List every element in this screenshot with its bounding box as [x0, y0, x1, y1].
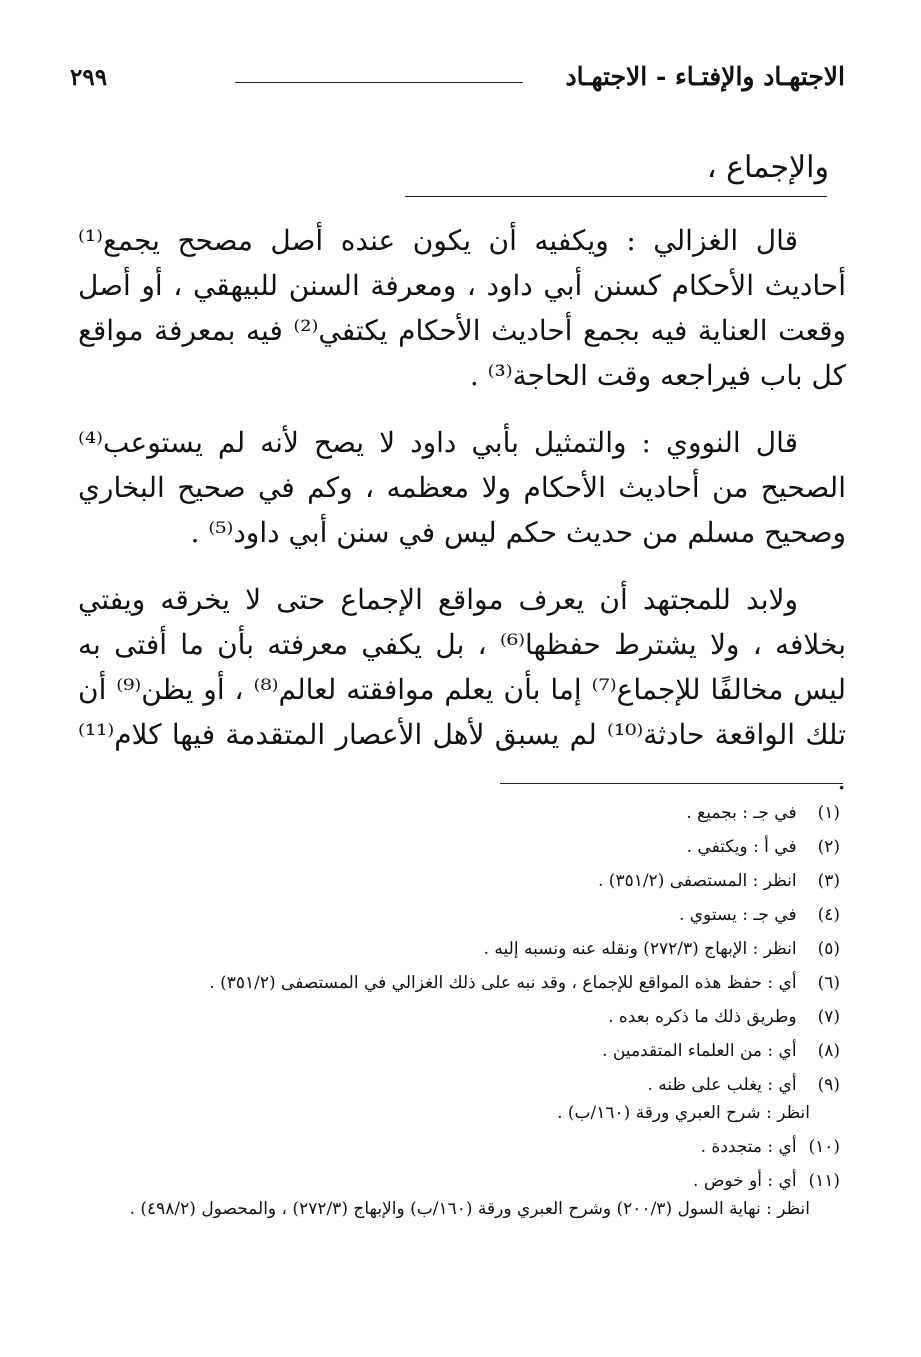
- footnotes: [70, 800, 840, 1230]
- footnote-text: أي : من العلماء المتقدمين .: [602, 1041, 797, 1061]
- body-text: [78, 218, 846, 802]
- footnote-item: [70, 1134, 840, 1160]
- footnote-text: أي : يغلب على ظنه .: [647, 1075, 797, 1095]
- footnote-item: [70, 1072, 840, 1098]
- page-number: ٢٩٩: [70, 64, 108, 91]
- footnote-divider: [500, 783, 843, 784]
- paragraph-nawawi: قال النووي : والتمثيل بأبي داود لا يصح لأنه لم يستوعب⁽⁴⁾ الصحيح من أحاديث الأحكام ولا معظمه ، وكم في صحيح البخاري وصحيح مسلم من حديث حكم ليس في سنن أبي داود⁽⁵⁾ .: [78, 426, 846, 549]
- footnote-number: (١): [817, 803, 840, 823]
- paragraph-ghazali: قال الغزالي : ويكفيه أن يكون عنده أصل مصحح يجمع⁽¹⁾ أحاديث الأحكام كسنن أبي داود ، ومعرفة السنن للبيهقي ، أو أصل وقعت العناية فيه بجمع أحاديث الأحكام يكتفي⁽²⁾ فيه بمعرفة مواقع كل باب فيراجعه وقت الحاجة⁽³⁾ .: [78, 224, 846, 392]
- footnote-text: في جـ : يستوي .: [678, 905, 797, 925]
- footnote-text: أي : أو خوض .: [693, 1171, 797, 1191]
- footnote-text: أي : متجددة .: [700, 1137, 797, 1157]
- footnote-continuation: انظر : شرح العبري ورقة (١٦٠/ب) .: [557, 1103, 810, 1123]
- footnote-item: [70, 970, 840, 996]
- footnote-text: انظر : الإبهاج (٢٧٢/٣) ونقله عنه ونسبه إليه .: [483, 939, 797, 959]
- footnote-text: في أ : ويكتفي .: [686, 837, 797, 857]
- footnote-text: أي : حفظ هذه المواقع للإجماع ، وقد نبه على ذلك الغزالي في المستصفى (٣٥١/٢) .: [209, 973, 797, 993]
- footnote-item: [70, 868, 840, 894]
- footnote-text: في جـ : بجميع .: [686, 803, 797, 823]
- running-header: [70, 62, 845, 102]
- footnote-item: [70, 936, 840, 962]
- footnote-number: (٥): [817, 939, 840, 959]
- section-heading: والإجماع ،: [706, 150, 829, 185]
- header-divider: [235, 82, 523, 83]
- footnote-number: (٩): [817, 1075, 840, 1095]
- footnote-item: [70, 1004, 840, 1030]
- footnote-item: [70, 1038, 840, 1064]
- footnote-text: وطريق ذلك ما ذكره بعده .: [608, 1007, 797, 1027]
- footnote-number: (٨): [817, 1041, 840, 1061]
- footnote-number: (٤): [817, 905, 840, 925]
- footnote-item: [70, 800, 840, 826]
- footnote-number: (٦): [817, 973, 840, 993]
- footnote-item: [70, 902, 840, 928]
- footnote-number: (٢): [817, 837, 840, 857]
- footnote-text: انظر : المستصفى (٣٥١/٢) .: [597, 871, 797, 891]
- footnote-number: (١١): [808, 1171, 840, 1191]
- footnote-number: (٧): [817, 1007, 840, 1027]
- footnote-item: [70, 1168, 840, 1194]
- footnote-item: [70, 834, 840, 860]
- footnote-number: (١٠): [808, 1137, 840, 1157]
- paragraph-ijma: ولابد للمجتهد أن يعرف مواقع الإجماع حتى لا يخرقه ويفتي بخلافه ، ولا يشترط حفظها⁽⁶⁾ ، بل يكفي معرفته بأن ما أفتى به ليس مخالفًا للإجماع⁽⁷⁾ إما بأن يعلم موافقته لعالم⁽⁸⁾ ، أو يظن⁽⁹⁾ أن تلك الواقعة حادثة⁽¹⁰⁾ لم يسبق لأهل الأعصار المتقدمة فيها كلام⁽¹¹⁾ .: [78, 583, 846, 796]
- footnote-number: (٣): [817, 871, 840, 891]
- footnote-continuation: انظر : نهاية السول (٢٠٠/٣) وشرح العبري ورقة (١٦٠/ب) والإبهاج (٢٧٢/٣) ، والمحصول (٤٩٨/٢) .: [129, 1199, 810, 1219]
- section-divider: [405, 196, 827, 197]
- header-title: الاجتهـاد والإفتـاء - الاجتهـاد: [565, 62, 845, 91]
